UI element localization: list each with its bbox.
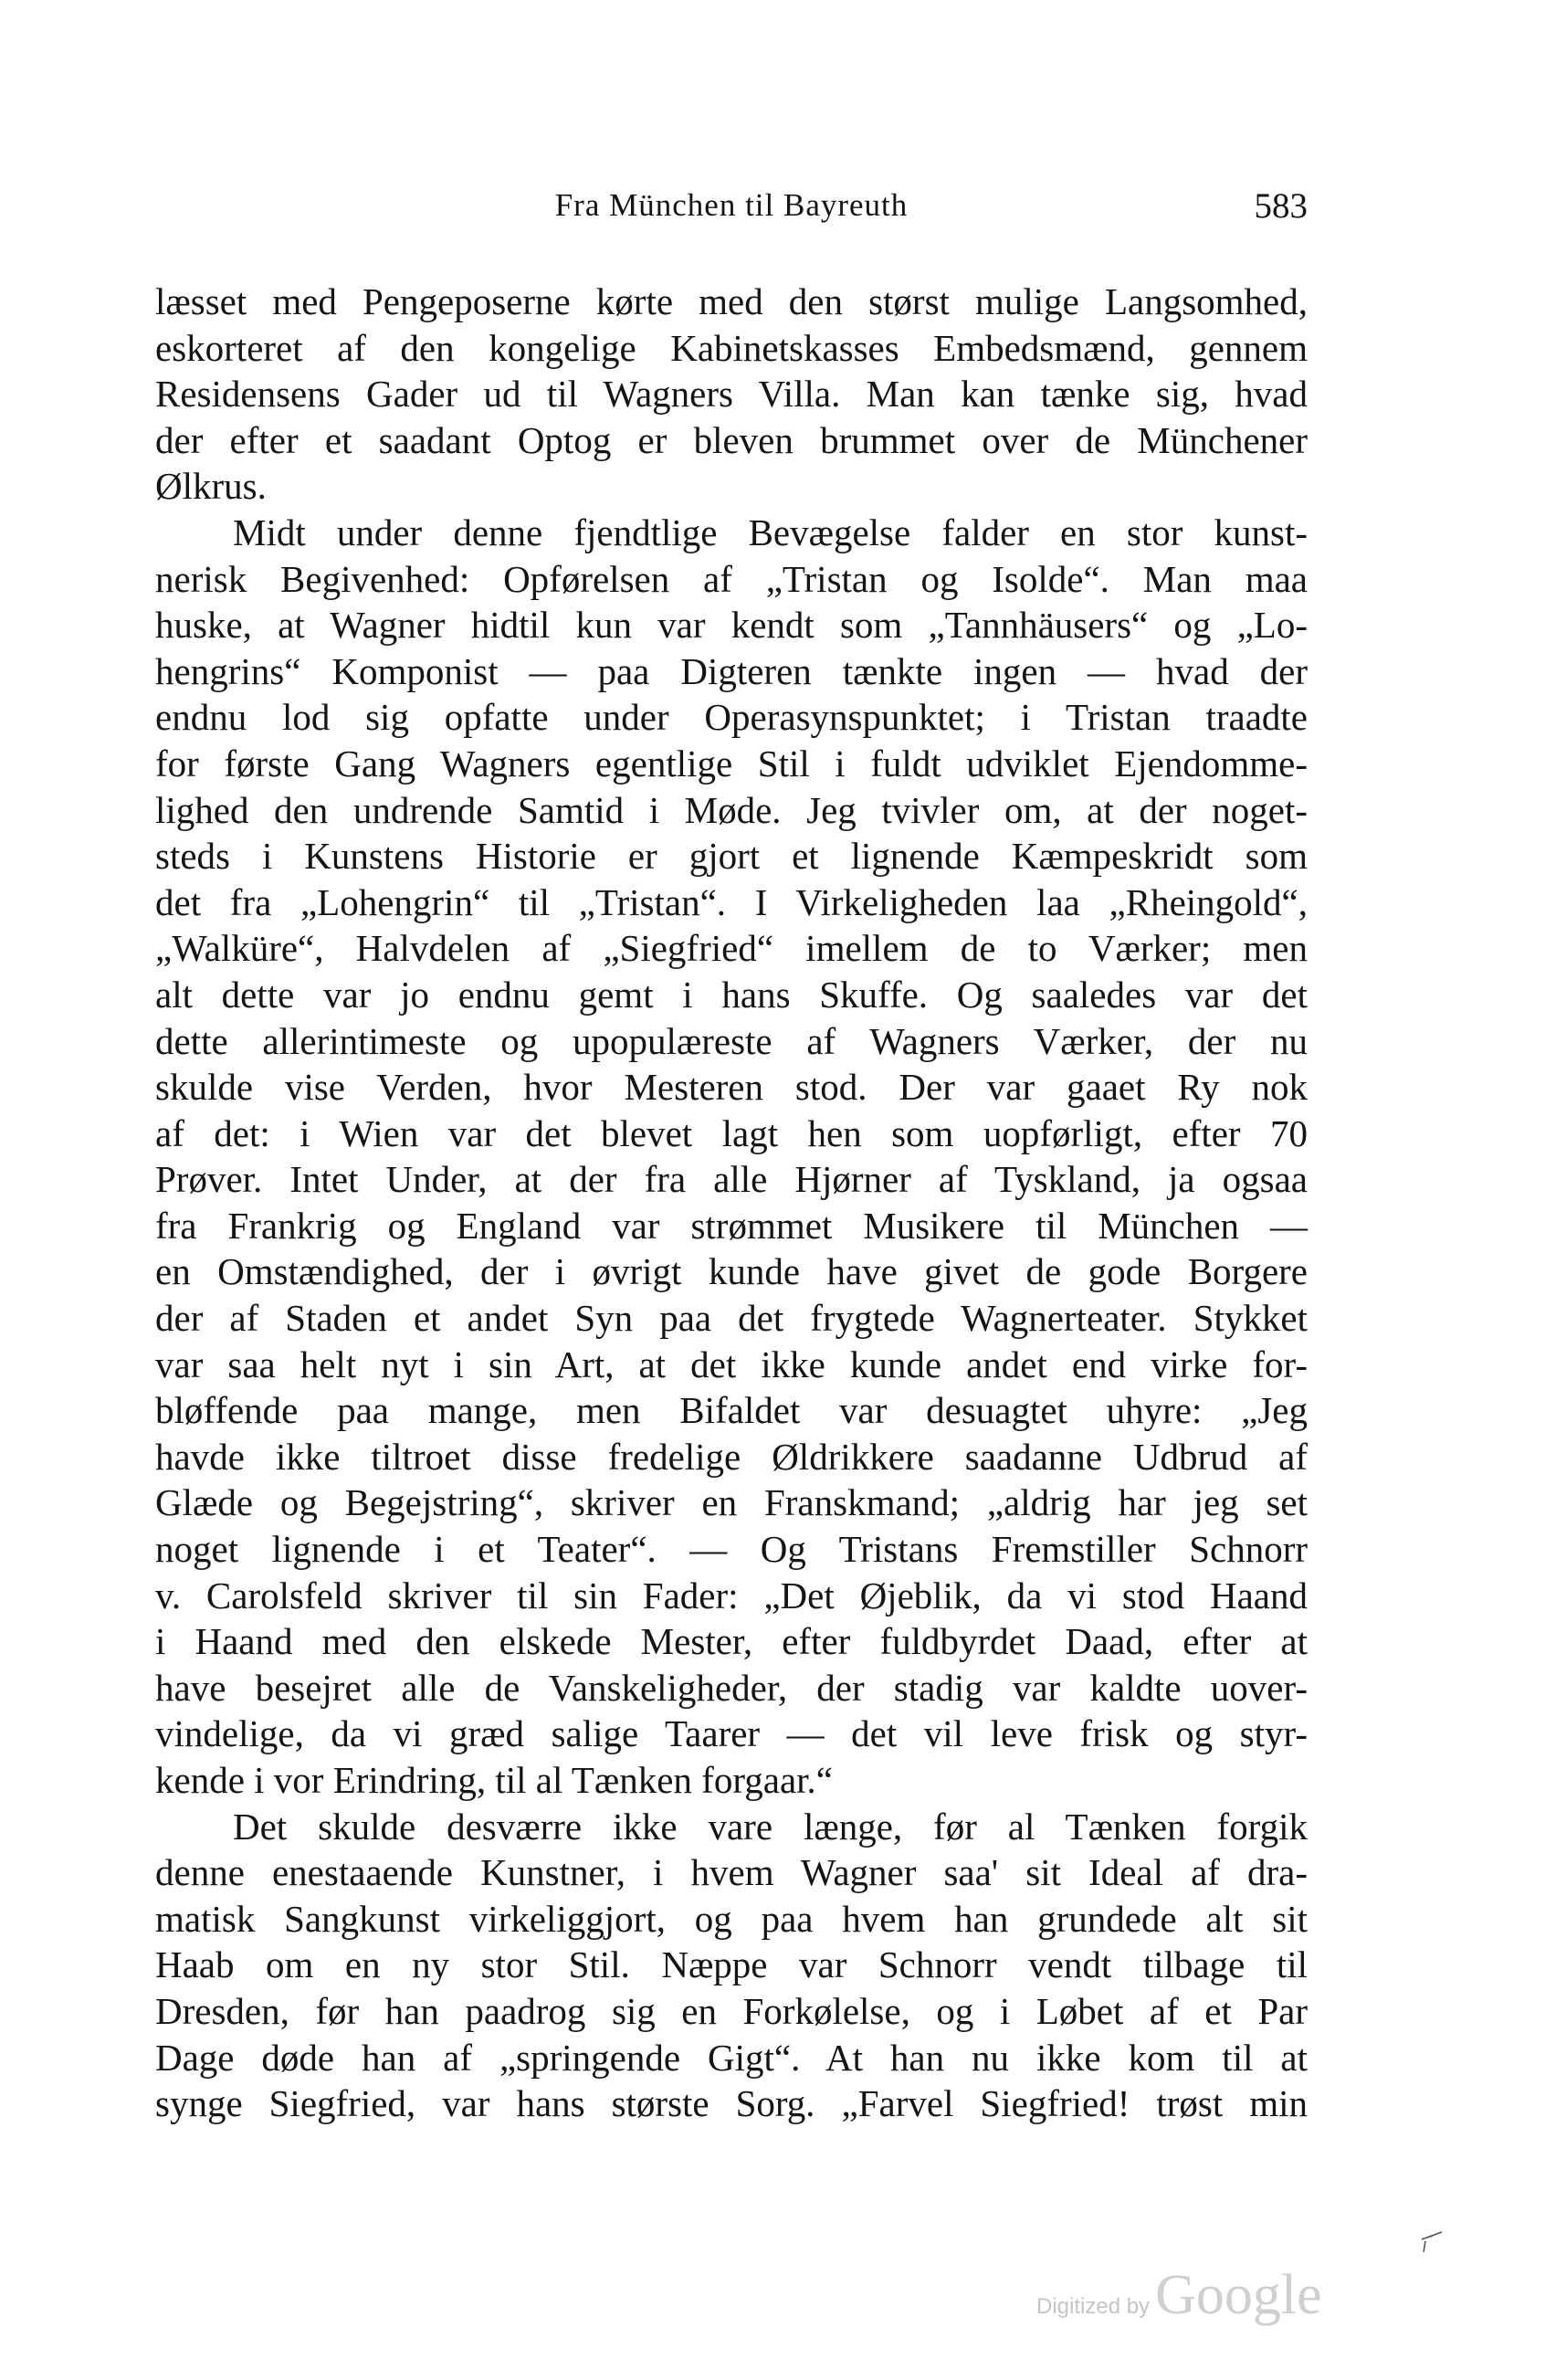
- text-line: Haab om en ny stor Stil. Næppe var Schnorr vendt tilbage til: [155, 1943, 1308, 1986]
- text-line: en Omstændighed, der i øvrigt kunde have givet de gode Borgere: [155, 1250, 1308, 1293]
- text-line: kende i vor Erindring, til al Tænken forgaar.“: [155, 1759, 833, 1801]
- text-line: hengrins“ Komponist — paa Digteren tænkte ingen — hvad der: [155, 649, 1308, 692]
- text-line: have besejret alle de Vanskeligheder, der stadig var kaldte uover-: [155, 1666, 1308, 1709]
- digitized-by-label: Digitized by: [1036, 2294, 1151, 2319]
- text-line: Dage døde han af „springende Gigt“. At han nu ikke kom til at: [155, 2036, 1308, 2079]
- google-logo: Google: [1155, 2264, 1322, 2326]
- text-line: der af Staden et andet Syn paa det frygtede Wagnerteater. Stykket: [155, 1297, 1308, 1340]
- text-line: for første Gang Wagners egentlige Stil i fuldt udviklet Ejendomme-: [155, 742, 1308, 785]
- text-line: Glæde og Begejstring“, skriver en Franskmand; „aldrig har jeg set: [155, 1481, 1308, 1524]
- text-line: endnu lod sig opfatte under Operasynspunktet; i Tristan traadte: [155, 696, 1308, 739]
- text-line: „Walküre“, Halvdelen af „Siegfried“ imellem de to Værker; men: [155, 927, 1308, 970]
- text-line: fra Frankrig og England var strømmet Musikere til München —: [155, 1204, 1308, 1247]
- text-line: vindelige, da vi græd salige Taarer — det vil leve frisk og styr-: [155, 1712, 1308, 1755]
- text-line: denne enestaaende Kunstner, i hvem Wagner saa' sit Ideal af dra-: [155, 1851, 1308, 1894]
- text-line: Dresden, før han paadrog sig en Forkølelse, og i Løbet af et Par: [155, 1989, 1308, 2032]
- digitized-by-google-watermark: [1036, 2263, 1322, 2327]
- text-line: bløffende paa mange, men Bifaldet var desuagtet uhyre: „Jeg: [155, 1389, 1308, 1432]
- text-line: alt dette var jo endnu gemt i hans Skuffe. Og saaledes var det: [155, 973, 1308, 1016]
- text-line: Prøver. Intet Under, at der fra alle Hjørner af Tyskland, ja ogsaa: [155, 1158, 1308, 1201]
- text-line: der efter et saadant Optog er bleven brummet over de Münchener: [155, 418, 1308, 461]
- scan-mark-icon: [1420, 2228, 1444, 2256]
- text-line: Det skulde desværre ikke vare længe, før al Tænken forgik: [233, 1805, 1308, 1848]
- text-line: steds i Kunstens Historie er gjort et lignende Kæmpeskridt som: [155, 835, 1308, 878]
- text-line: synge Siegfried, var hans største Sorg. „Farvel Siegfried! trøst min: [155, 2082, 1308, 2125]
- text-line: skulde vise Verden, hvor Mesteren stod. Der var gaaet Ry nok: [155, 1066, 1308, 1109]
- text-line: Ølkrus.: [155, 465, 267, 508]
- text-line: var saa helt nyt i sin Art, at det ikke kunde andet end virke for-: [155, 1343, 1308, 1385]
- text-line: eskorteret af den kongelige Kabinetskasses Embedsmænd, gennem: [155, 326, 1308, 369]
- text-line: læsset med Pengeposerne kørte med den størst mulige Langsomhed,: [155, 280, 1308, 322]
- text-line: havde ikke tiltroet disse fredelige Øldrikkere saadanne Udbrud af: [155, 1435, 1308, 1478]
- text-line: det fra „Lohengrin“ til „Tristan“. I Virkeligheden laa „Rheingold“,: [155, 880, 1308, 923]
- text-line: af det: i Wien var det blevet lagt hen som uopførligt, efter 70: [155, 1111, 1308, 1154]
- text-line: Residensens Gader ud til Wagners Villa. Man kan tænke sig, hvad: [155, 373, 1308, 416]
- text-line: lighed den undrende Samtid i Møde. Jeg tvivler om, at der noget-: [155, 788, 1308, 831]
- text-line: Midt under denne fjendtlige Bevægelse falder en stor kunst-: [233, 511, 1308, 553]
- text-line: nerisk Begivenhed: Opførelsen af „Tristan og Isolde“. Man maa: [155, 557, 1308, 600]
- text-line: dette allerintimeste og upopulæreste af Wagners Værker, der nu: [155, 1019, 1308, 1062]
- running-title: Fra München til Bayreuth: [554, 187, 909, 223]
- page-header: [155, 187, 1308, 242]
- text-line: i Haand med den elskede Mester, efter fuldbyrdet Daad, efter at: [155, 1620, 1308, 1663]
- page-number: 583: [1254, 186, 1308, 226]
- text-line: matisk Sangkunst virkeliggjort, og paa hvem han grundede alt sit: [155, 1897, 1308, 1940]
- body-text: [155, 279, 1308, 2127]
- text-line: noget lignende i et Teater“. — Og Tristans Fremstiller Schnorr: [155, 1528, 1308, 1571]
- text-line: huske, at Wagner hidtil kun var kendt som „Tannhäusers“ og „Lo-: [155, 604, 1308, 647]
- text-line: v. Carolsfeld skriver til sin Fader: „Det Øjeblik, da vi stod Haand: [155, 1574, 1308, 1617]
